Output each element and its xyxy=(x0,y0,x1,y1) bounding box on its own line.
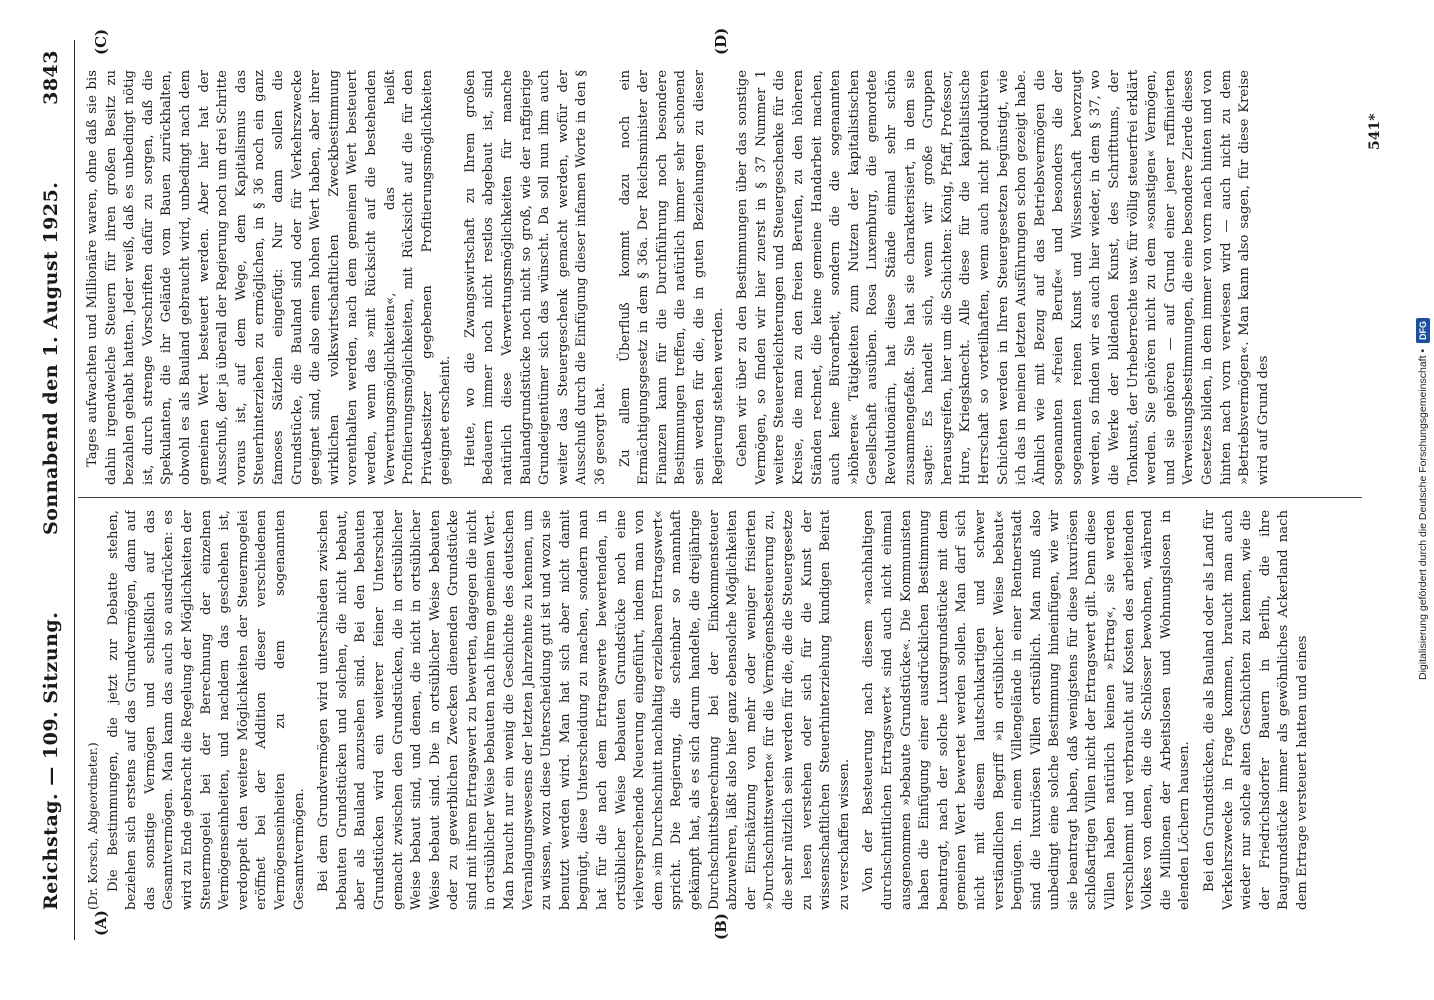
header-left: Reichstag. — 109. Sitzung. xyxy=(40,611,62,910)
marker-a: (A) xyxy=(92,910,110,936)
page-number: 3843 xyxy=(40,50,62,105)
credit-text: Digitalisierung gefördert durch die Deutsche Forschungsgemeinschaft • xyxy=(1417,348,1429,681)
marker-d: (D) xyxy=(712,27,730,55)
paragraph: Heute, wo die Zwangswirtschaft zu Ihrem großen Bedauern immer noch nicht restlos abgebaut ist, sind natürlich diese Verwertungsmöglichkeiten für manche Baulandgrundstücke noch nicht so groß, wie der raffgierige Grundeigentümer sich das wünscht. Da soll nun ihm auch weiter das Steuergeschenk gemacht werden, wofür der Ausschuß durch die Einfügung dieser infamen Worte in den § 36 gesorgt hat. xyxy=(462,70,609,485)
paragraph: Bei dem Grundvermögen wird unterschieden zwischen bebauten Grundstücken und solchen, die nicht bebaut, aber als Bauland anzusehen sind. Bei den bebauten Grundstücken wird ein weiterer feiner Unterschied gemacht zwischen den Grundstücken, die in ortsüblicher Weise bebaut sind, und denen, die nicht in ortsüblicher Weise bebaut sind. Die in ortsüblicher Weise bebauten oder zu gewerblichen Zwecken dienenden Grundstücke sind mit ihrem Ertragswert zu bewerten, dagegen die nicht in ortsüblicher Weise bebauten nach ihrem gemeinen Wert. Man braucht nur ein wenig die Geschichte des deutschen Veranlagungswesens der letzten Jahrzehnte zu kennen, um zu wissen, wozu diese Unterscheidung gut ist und wozu sie benutzt werden wird. Man hat sich aber nicht damit begnügt, diese Unterscheidung zu machen, sondern man hat für die nach dem Ertragswerte bewertenden, in ortsüblicher Weise bebauten Grundstücke noch eine vielversprechende Neuerung eingeführt, indem man von dem »im Durchschnitt nachhaltig erzielbaren Ertragswert« spricht. Die Regierung, die scheinbar so mannhaft gekämpft hat, als es sich darum handelte, die dreijährige Durchschnittsberechnung bei der Einkommensteuer abzuwehren, läßt also hier ganz ebensolche Möglichkeiten der Einschätzung von mehr oder weniger frisierten »Durchschnittswerten« für die Vermögensbesteuerung zu, die sehr nützlich sein werden für die, die die Steuergesetze zu lesen verstehen oder sich für die Kunst der wissenschaftlichen Steuerhinterziehung kundigen Beirat zu verschaffen wissen. xyxy=(316,510,852,910)
header-rule xyxy=(74,40,75,940)
paragraph: Tages aufwachten und Millionäre waren, ohne daß sie bis dahin irgendwelche Steuern für ihren großen Besitz zu bezahlen gehabt hatten. Jeder weiß, daß es unbedingt nötig ist, durch strenge Vorschriften dafür zu sorgen, daß die Spekulanten, die ihr Gelände vom Bauen zurückhalten, obwohl es als Bauland gebraucht wird, unbedingt nach dem gemeinen Wert besteuert werden. Aber hier hat der Ausschuß, der ja überall der Regierung noch um drei Schritte voraus ist, auf dem Wege, dem Kapitalismus das Steuerhinterziehen zu ermöglichen, in § 36 noch ein ganz famoses Sätzlein eingefügt: Nur dann sollen die Grundstücke, die Bauland sind oder für Verkehrszwecke geeignet sind, die also einen hohen Wert haben, aber ihrer wirklichen volkswirtschaftlichen Zweckbestimmung vorenthalten werden, nach dem gemeinen Wert besteuert werden, wenn das »mit Rücksicht auf die bestehenden Verwertungsmöglichkeiten«, das heißt Profitierungsmöglichkeiten, mit Rücksicht auf die für den Privatbesitzer gegebenen Profitierungsmöglichkeiten geeignet erscheint. xyxy=(85,70,454,485)
paragraph: Zu allem Überfluß kommt dazu noch ein Ermächtigungsgesetz in dem § 36a. Der Reichsminister der Finanzen kann für die Durchführung noch besondere Bestimmungen treffen, die natürlich immer sehr schonend sein werden für die, die in guten Beziehungen zu dieser Regierung stehen werden. xyxy=(617,70,726,485)
dfg-logo: DFG xyxy=(1416,318,1430,343)
marker-b: (B) xyxy=(712,913,730,940)
sheet-signature: 541* xyxy=(1367,113,1383,150)
right-column xyxy=(84,70,1372,485)
marker-c: (C) xyxy=(92,28,110,55)
digitization-credit xyxy=(1414,4,1432,994)
rotated-page xyxy=(22,20,1412,980)
paragraph: Bei den Grundstücken, die als Bauland oder als Land für Verkehrszwecke in Frage kommen, braucht man auch wieder nur solche alten Geschichten zu kennen, wie die der Friedrichsdorfer Bauern in Berlin, die ihre Baugrundstücke immer als gewöhnliches Ackerland nach dem Ertrage versteuert hatten und eines xyxy=(1202,510,1310,910)
speaker-label: (Dr. Korsch, Abgeordneter.) xyxy=(86,742,100,910)
paragraph: Von der Besteuerung nach diesem »nachhaltigen durchschnittlichen Ertragswert« sind auch nicht einmal ausgenommen »bebaute Grundstücke«. Die Kommunisten haben die Einfügung einer ausdrücklichen Bestimmung beantragt, nach der solche Luxusgrundstücke mit dem gemeinen Wert bewertet werden sollen. Man darf sich nicht mit diesem lautschukartigen und schwer verständlichen Begriff »in ortsüblicher Weise bebaut« begnügen. In einem Villengelände in einer Rentnerstadt sind die luxuriösen Villen ortsüblich. Man muß also unbedingt eine solche Bestimmung hineinfügen, wie wir sie beantragt haben, daß wenigstens für diese luxuriösen schloßartigen Villen nicht der Ertragswert gilt. Denn diese Villen haben natürlich keinen »Ertrag«, sie werden verschlemmt und verbraucht auf Kosten des arbeitenden Volkes von denen, die die Schlösser bewohnen, während die Millionen der Arbeitslosen und Wohnungslosen in elenden Löchern hausen. xyxy=(861,510,1193,910)
column-divider xyxy=(78,497,1362,498)
header-date: Sonnabend den 1. August 1925. xyxy=(40,181,62,535)
left-column xyxy=(84,510,1372,910)
paragraph: Gehen wir über zu den Bestimmungen über das sonstige Vermögen, so finden wir hier zuerst in § 37 Nummer 1 weitere Steuererleichterungen und Steuergeschenke für die Kreise, die man zu den freien Berufen, zu den höheren Ständen rechnet, die keine gemeine Handarbeit machen, auch keine Büroarbeit, sondern die die sogenannten »höheren« Tätigkeiten zum Nutzen der kapitalistischen Gesellschaft ausüben. Rosa Luxemburg, die gemordete Revolutionärin, hat diese Stände einmal sehr schön zusammengefaßt. Sie hat sie charakterisiert, in dem sie sagte: Es handelt sich, wenn wir große Gruppen herausgreifen, hier um die Schichten: König, Pfaff, Professor, Hure, Kriegsknecht. Alle diese für die kapitalistische Herrschaft so vorteilhaften, wenn auch nicht produktiven Schichten werden in Ihren Steuergesetzen begünstigt, wie ich das in meinen letzten Ausführungen schon gezeigt habe. Ähnlich wie mit Bezug auf das Betriebsvermögen die sogenannten »freien Berufe« und besonders die der sogenannten reinen Kunst und Wissenschaft bevorzugt werden, so finden wir es auch hier wieder, in dem § 37, wo die Werke der bildenden Kunst, des Schrifttums, der Tonkunst, der Urheberrechte usw. für völlig steuerfrei erklärt werden. Sie gehören nicht zu dem »sonstigen« Vermögen, und sie gehören — auf Grund einer jener raffinierten Verweisungsbestimmungen, die eine besondere Zierde dieses Gesetzes bilden, in dem immer von vorn nach hinten und von hinten nach vorn verwiesen wird — auch nicht zu dem »Betriebsvermögen«. Man kann also sagen, für diese Kreise wird auf Grund des xyxy=(735,70,1271,485)
paragraph: Die Bestimmungen, die jetzt zur Debatte stehen, beziehen sich erstens auf das Grundvermögen, dann auf das sonstige Vermögen und schließlich auf das Gesamtvermögen. Man kann das auch so ausdrücken: es wird zu Ende gebracht die Regelung der Möglichkeiten der Steuermogelei bei der Berechnung der einzelnen Vermögenseinheiten, und nachdem das geschehen ist, verdoppelt den weitere Möglichkeiten der Steuermogelei eröffnet bei der Addition dieser verschiedenen Vermögenseinheiten zu dem sogenannten Gesamtvermögen. xyxy=(105,510,307,910)
page-header xyxy=(40,50,70,910)
